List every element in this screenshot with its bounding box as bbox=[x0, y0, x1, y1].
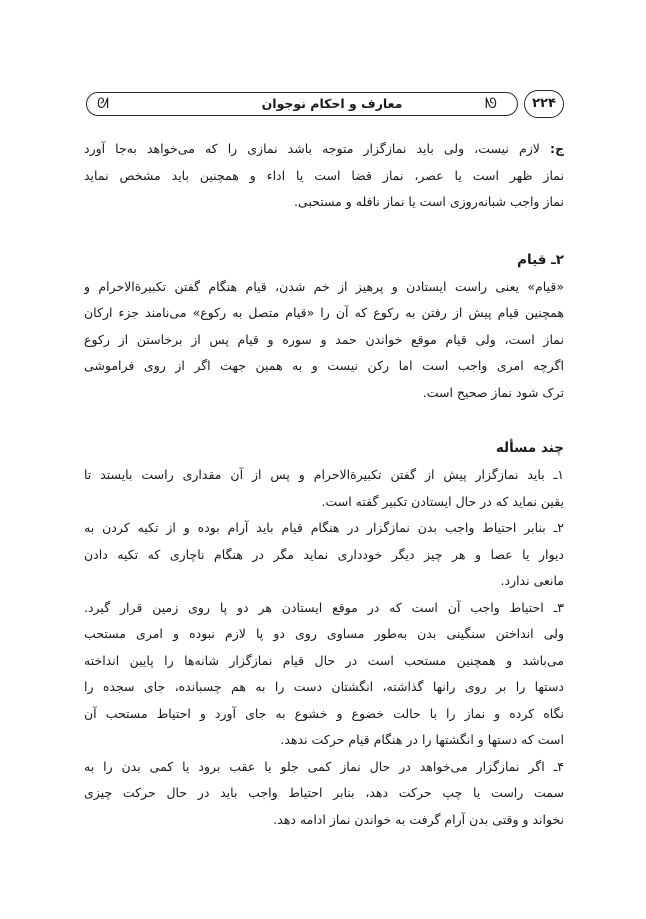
qiyam-paragraph bbox=[84, 274, 564, 407]
page-header bbox=[86, 90, 562, 120]
text-line: ۴ـ اگر نمازگزار می‌خواهد در حال نماز کمی جلو یا عقب برود یا کمی بدن را به bbox=[84, 758, 564, 774]
text-line: اگرچه امری واجب است اما رکن نیست و به همین جهت اگر از روی فراموشی bbox=[84, 358, 564, 373]
text-line: است که دستها و انگشتها را در هنگام قیام حرکت ندهد. bbox=[280, 732, 564, 747]
text-line: ترک شود نماز صحیح است. bbox=[422, 384, 564, 400]
text-line: نگاه کرده و نماز را با حالت خضوع و خشوع به جای آورد و احتیاط مستحب آن bbox=[84, 705, 564, 721]
ornament-left-icon: ᘛ bbox=[97, 96, 109, 112]
spacer bbox=[84, 216, 564, 246]
text-line: همچنین قیام پیش از رفتن به رکوع که آن را «قیام متصل به رکوع» می‌نامند جزء ارکان bbox=[84, 305, 564, 320]
page-number: ۲۲۴ bbox=[524, 90, 564, 118]
text-line: ۱ـ باید نمازگزار پیش از گفتن تکبیرةالاحرام و پس از آن مقداری راست بایستد تا bbox=[84, 467, 564, 482]
text-line: ۲ـ بنابر احتیاط واجب بدن نمازگزار در هنگام قیام باید آرام بوده و از تکیه کردن به bbox=[84, 520, 564, 535]
text-line: نماز است، ولی قیام موقع خواندن حمد و سوره و قیام پس از برخاستن از رکوع bbox=[84, 331, 564, 347]
text-line: ۳ـ احتیاط واجب آن است که در موقع ایستادن هر دو پا روی زمین قرار گیرد. bbox=[84, 599, 564, 615]
answer-label: ج: bbox=[549, 141, 564, 156]
spacer bbox=[84, 406, 564, 434]
text-line: «قیام» یعنی راست ایستادن و پرهیز از خم شدن، قیام هنگام گفتن تکبیرةالاحرام و bbox=[84, 278, 564, 294]
issue-item-1 bbox=[84, 462, 564, 515]
text-line: یقین نماید که در حال ایستادن تکبیر گفته است. bbox=[321, 493, 564, 509]
text-line: سمت راست یا چپ حرکت دهد، بنابر احتیاط واجب باید در حال حرکت چیزی bbox=[84, 785, 564, 800]
text-line: دستها را بر روی رانها گذاشته، انگشتان دست را به هم چسبانده، جای سجده را bbox=[84, 679, 564, 694]
issue-item-3 bbox=[84, 595, 564, 754]
answer-paragraph bbox=[84, 136, 564, 216]
issue-item-4 bbox=[84, 754, 564, 834]
header-banner bbox=[86, 92, 518, 116]
text-line: نخواند و وقتی بدن آرام گرفت به خواندن نماز ادامه دهد. bbox=[273, 811, 564, 827]
text-line: ولی انداختن سنگینی بدن به‌طور مساوی روی دو پا لازم نبوده و امری مستحب bbox=[84, 626, 564, 641]
section-heading-qiyam: ۲ـ قیام bbox=[517, 251, 564, 268]
issue-item-2 bbox=[84, 515, 564, 595]
page-body bbox=[84, 136, 564, 833]
text-line: ج: لازم نیست، ولی باید نمازگزار متوجه باشد نمازی را که می‌خواهد به‌جا آورد bbox=[84, 141, 564, 156]
section-heading-masail: چند مسأله bbox=[495, 440, 564, 456]
text-line: می‌باشد و همچنین مستحب است در حال قیام نمازگزار شانه‌ها را پایین انداخته bbox=[84, 652, 564, 668]
book-title: معارف و احکام نوجوان bbox=[261, 96, 403, 111]
text-line: نماز ظهر است یا عصر، نماز قضا است یا اداء و همچنین باید مشخص نماید bbox=[84, 167, 564, 183]
text-line: دیوار یا عصا و هر چیز دیگر خودداری نماید مگر در هنگام ناچاری که تکیه دادن bbox=[84, 546, 564, 562]
ornament-right-icon: ᘚ bbox=[485, 96, 497, 112]
text-line: مانعی ندارد. bbox=[500, 573, 564, 588]
text-line: نماز واجب شبانه‌روزی است یا نماز نافله و مستحبی. bbox=[293, 194, 564, 209]
